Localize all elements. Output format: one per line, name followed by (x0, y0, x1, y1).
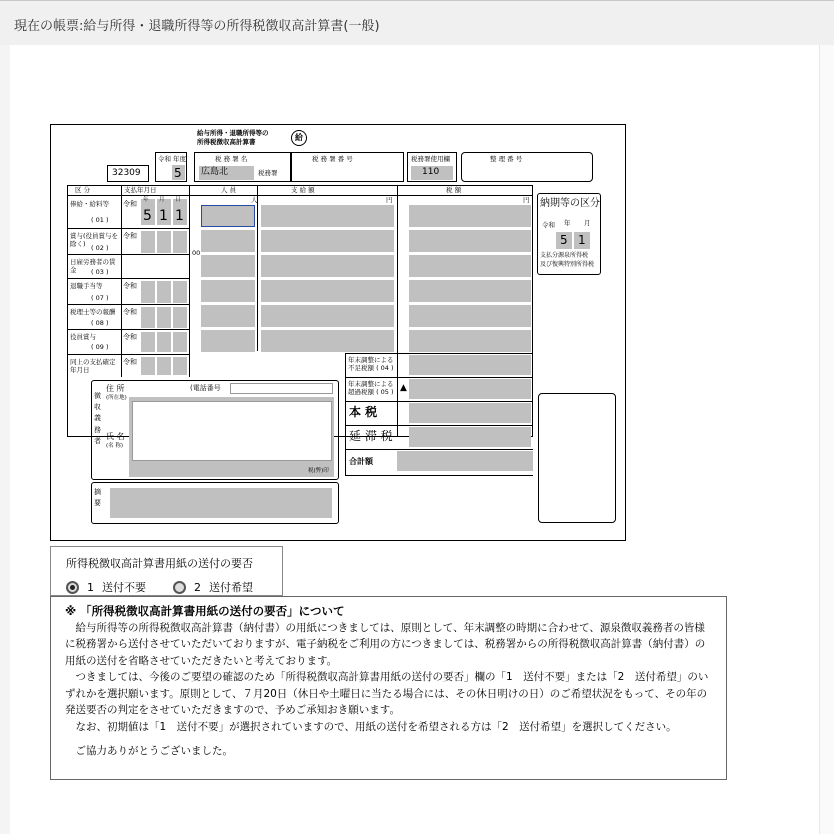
date-input[interactable] (157, 357, 171, 375)
col-kubun: 区 分 (75, 186, 91, 194)
tax-office-number-box (291, 152, 404, 182)
row-code: ( 03 ) (91, 268, 109, 276)
date-value-d: 1 (175, 208, 184, 224)
year-value: 5 (174, 166, 182, 180)
year-label: 年度 (173, 155, 186, 163)
office-code: 32309 (112, 168, 141, 178)
col-tax: 税 額 (446, 186, 462, 194)
period-month-label: 月 (584, 219, 591, 227)
form-seal-icon: 給 (291, 130, 307, 146)
date-input[interactable] (141, 332, 155, 352)
address-sub: (所在地) (106, 395, 127, 401)
row-label: 俸給・給料等 (70, 200, 109, 208)
scrollbar[interactable] (819, 45, 834, 834)
form-title-line1: 給与所得・退職所得等の (197, 129, 269, 137)
date-input[interactable] (173, 307, 187, 328)
office-code-box (107, 165, 149, 182)
row-era: 令和 (123, 308, 137, 316)
date-input[interactable] (141, 307, 155, 328)
row-label: 退職手当等 (70, 282, 103, 290)
row-era: 令和 (123, 232, 137, 240)
send-preference-label: 所得税徴収高計算書用紙の送付の要否 (66, 557, 253, 570)
date-input[interactable] (173, 281, 187, 303)
row-code: ( 07 ) (91, 294, 109, 302)
radio-option-1[interactable] (66, 579, 146, 595)
payer-label: 徴収義務者 (94, 392, 101, 445)
phone-label: (電話番号 (190, 384, 221, 392)
tax-office-name: 広島北 (201, 167, 229, 177)
tax-office-number-label: 税 務 署 番 号 (312, 155, 353, 163)
date-header-d: 日 (175, 197, 181, 203)
period-year-label: 年 (564, 219, 571, 227)
unit-yen-tax: 円 (523, 196, 530, 204)
col-people: 人 員 (221, 186, 237, 194)
year-box (155, 152, 187, 182)
period-era: 令和 (542, 221, 555, 229)
notice-paragraph-2: つきましては、今後のご要望の確認のため「所得税徴収高計算書用紙の送付の要否」欄の「1 送付不要」または「2 送付希望」のいずれかを選択願います。原則として、７月20日（休日や土曜日に当たる場合には、その休日明けの日）のご希望状況をもって、その年の発送要否の判定をさせていただきますので、予めご承知おき願います。 (65, 671, 709, 716)
name-label: 氏 名 (106, 432, 125, 441)
tax-office-box (194, 152, 291, 182)
receipt-stamp-box (538, 393, 616, 523)
notice-box (50, 596, 727, 780)
ninzu-mark: 00 (192, 249, 201, 257)
row-label: 賞与(役員賞与を除く) (70, 232, 119, 249)
radio-option-2-num: 2 (194, 580, 201, 594)
row-code: ( 08 ) (91, 319, 109, 327)
tax-office-use-box (407, 152, 457, 182)
tax-office-label: 税 務 署 名 (215, 155, 248, 163)
page-header (0, 0, 834, 45)
radio-button-1[interactable] (66, 581, 79, 594)
period-box (537, 193, 601, 275)
period-month-value: 1 (578, 233, 586, 247)
entai-label: 延 滞 税 (349, 429, 393, 443)
date-input[interactable] (157, 332, 171, 352)
row-code: ( 01 ) (91, 216, 109, 224)
row-label: 同上の支払確定年月日 (70, 358, 116, 375)
period-note2: 及び復興特別所得税 (540, 261, 595, 268)
unit-people: 人 (251, 196, 258, 204)
unit-yen-pay: 円 (386, 196, 393, 204)
name-sub: (名 称) (106, 443, 124, 449)
date-value-m: 1 (159, 208, 168, 224)
summary-input[interactable] (110, 488, 332, 518)
tax-office-use-value: 110 (422, 167, 440, 177)
honzei-label: 本 税 (349, 405, 378, 419)
send-preference-group (50, 546, 283, 596)
seiri-number-box (461, 152, 593, 182)
date-input[interactable] (173, 231, 187, 253)
adj-short-label: 年末調整による不足税額 ( 04 ) (348, 356, 394, 373)
radio-option-2-label[interactable]: 送付希望 (209, 581, 253, 594)
row-code: ( 02 ) (91, 244, 109, 252)
seal-note: 税(弊)印 (308, 468, 329, 474)
payer-box (91, 380, 339, 480)
col-pay: 支 給 額 (291, 186, 315, 194)
date-input[interactable] (141, 281, 155, 303)
tax-office-suffix: 税務署 (258, 169, 278, 177)
radio-option-2[interactable] (173, 579, 253, 595)
date-input[interactable] (157, 231, 171, 253)
form-title-line2: 所得税徴収高計算書 (197, 138, 256, 146)
adj-over-mark: ▲ (400, 383, 407, 393)
summary-label: 摘 要 (94, 488, 101, 508)
row-label: 日雇労務者の賃金 (70, 258, 116, 275)
seiri-number-label: 整 理 番 号 (490, 155, 523, 163)
period-title: 納期等の区分 (540, 198, 600, 209)
date-value-y: 5 (143, 208, 152, 224)
address-input[interactable] (132, 401, 332, 461)
date-input[interactable] (173, 357, 187, 375)
period-note1: 支払分源泉所得税 (540, 252, 589, 259)
notice-paragraph-4: ご協力ありがとうございました。 (65, 745, 233, 757)
date-input[interactable] (157, 281, 171, 303)
tax-office-use-label: 税務署使用欄 (411, 155, 450, 163)
notice-paragraph-1: 給与所得等の所得税徴収高計算書（納付書）の用紙につきましては、原則として、年末調整の時期に合わせて、源泉徴収義務者の皆様に税務署から送付させていただいておりますが、電子納税をご利用の方につきましては、税務署からの所得税徴収高計算書（納付書）の用紙の送付を省略させていただきたいと考えております。 (65, 621, 706, 667)
date-header-y: 年 (143, 197, 149, 203)
date-input[interactable] (157, 307, 171, 328)
row-code: ( 09 ) (91, 343, 109, 351)
row-label: 税理士等の報酬 (70, 308, 116, 316)
notice-heading: ※ 「所得税徴収高計算書用紙の送付の要否」について (65, 604, 345, 618)
row-era: 令和 (123, 200, 137, 208)
date-input[interactable] (173, 332, 187, 352)
date-header-m: 月 (159, 197, 165, 203)
adj-over-label: 年末調整による超過税額 ( 05 ) (348, 380, 394, 397)
row-label: 役員賞与 (70, 333, 96, 341)
notice-paragraph-3: なお、初期値は「1 送付不要」が選択されていますので、用紙の送付を希望される方は「2 送付希望」を選択してください。 (65, 720, 677, 733)
date-input[interactable] (141, 357, 155, 375)
tax-form-preview (50, 124, 626, 541)
address-label: 住 所 (106, 384, 125, 393)
radio-option-1-num: 1 (87, 580, 94, 594)
col-payment-date: 支払年月日 (124, 186, 157, 194)
date-input[interactable] (141, 231, 155, 253)
row-era: 令和 (123, 282, 137, 290)
page-title: 現在の帳票:給与所得・退職所得等の所得税徴収高計算書(一般) (14, 19, 380, 34)
total-label: 合計額 (349, 457, 373, 466)
radio-option-1-label[interactable]: 送付不要 (102, 581, 146, 594)
year-era: 令和 (158, 155, 171, 163)
row-era: 令和 (123, 333, 137, 341)
radio-button-2[interactable] (173, 581, 186, 594)
people-input-01[interactable] (201, 205, 255, 227)
row-era: 令和 (123, 358, 137, 366)
summary-box (91, 482, 339, 524)
period-year-value: 5 (560, 233, 568, 247)
